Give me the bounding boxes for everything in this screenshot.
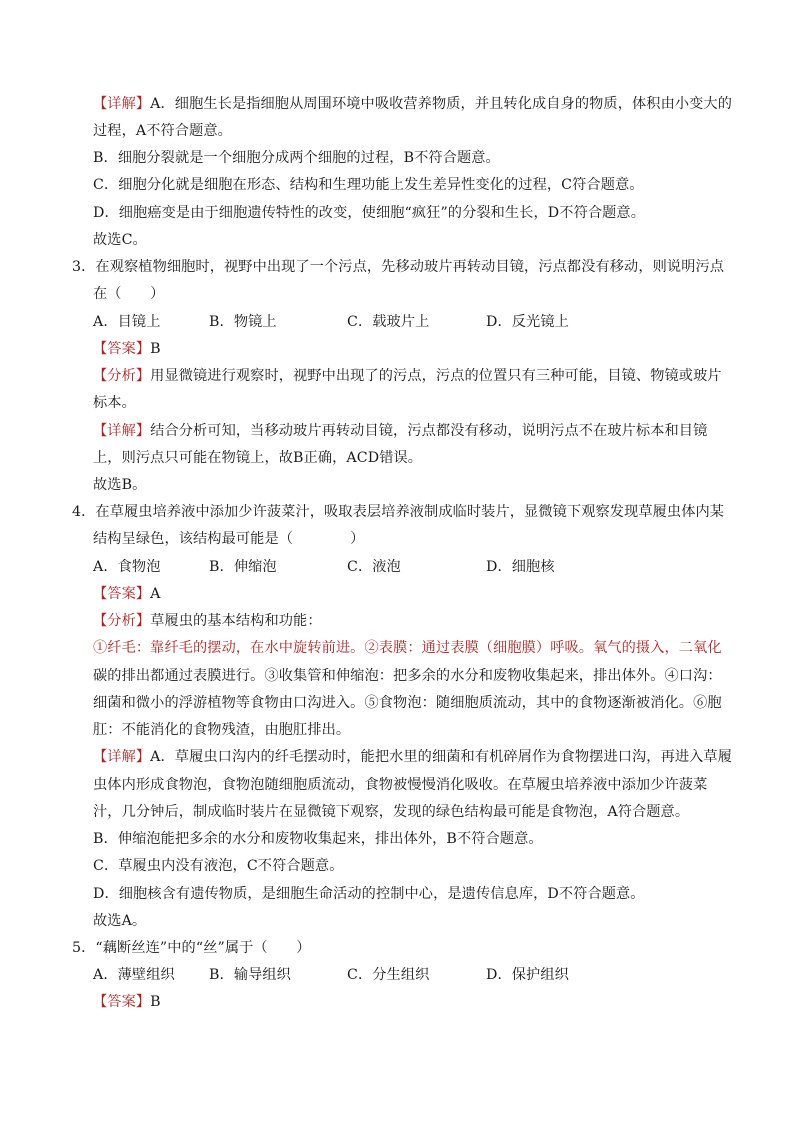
q4-analysis-line-3: 细菌和微小的浮游植物等食物由口沟进入。⑤食物泡：随细胞质流动，其中的食物逐渐被消化。⑥胞 [93,695,722,711]
q5-option-d: D．保护组织 [486,967,569,983]
q5-answer: 【答案】B [93,994,161,1010]
q2-detail-line-2: 过程，A不符合题意。 [93,123,232,139]
q4-analysis-line-2: 碳的排出都通过表膜进行。③收集管和伸缩泡：把多余的水分和废物收集起来，排出体外。④口沟： [93,668,722,684]
q4-analysis-red-line: ①纤毛：靠纤毛的摆动，在水中旋转前进。②表膜：通过表膜（细胞膜）呼吸。氧气的摄入，二氧化 [93,640,722,656]
q2-detail-line-5: D．细胞癌变是由于细胞遗传特性的改变，使细胞“疯狂”的分裂和生长，D不符合题意。 [93,205,646,221]
q3-stem-line-2: 在（ ） [93,286,165,302]
q4-detail-line-5: C．草履虫内没有液泡，C不符合题意。 [93,858,344,874]
q4-answer: 【答案】A [93,586,161,602]
q3-option-d: D．反光镜上 [486,314,569,330]
q4-option-b: B．伸缩泡 [209,559,277,575]
q4-option-d: D．细胞核 [486,559,555,575]
q5-option-c: C．分生组织 [347,967,430,983]
q3-analysis-line-2: 标本。 [93,395,136,411]
q3-option-c: C．载玻片上 [347,314,430,330]
q4-stem-line-2: 结构呈绿色，该结构最可能是（ ） [93,531,365,547]
q4-conclusion: 故选A。 [93,913,147,929]
q3-analysis-line-1: 【分析】用显微镜进行观察时，视野中出现了的污点，污点的位置只有三种可能，目镜、物镜或玻片 [93,368,722,384]
q5-option-b: B．输导组织 [209,967,291,983]
q3-detail-line-1: 【详解】结合分析可知，当移动玻片再转动目镜，污点都没有移动，说明污点不在玻片标本和目镜 [93,423,708,439]
detail-tag: 【详解】 [93,96,151,112]
q5-stem: 5．“藕断丝连”中的“丝”属于（ ） [72,940,311,956]
q4-analysis-line-4: 肛：不能消化的食物残渣，由胞肛排出。 [93,722,351,738]
q2-detail-line-4: C．细胞分化就是细胞在形态、结构和生理功能上发生差异性变化的过程，C符合题意。 [93,177,644,193]
q4-analysis-title: 【分析】草履虫的基本结构和功能： [93,613,322,629]
q3-detail-line-2: 上，则污点只可能在物镜上，故B正确，ACD错误。 [93,450,423,466]
q2-detail-line-3: B．细胞分裂就是一个细胞分成两个细胞的过程，B不符合题意。 [93,150,500,166]
q2-conclusion: 故选C。 [93,232,147,248]
q3-stem-line-1: 3．在观察植物细胞时，视野中出现了一个污点，先移动玻片再转动目镜，污点都没有移动，则说明污点 [72,259,725,275]
q3-answer: 【答案】B [93,341,161,357]
q4-stem-line-1: 4．在草履虫培养液中添加少许菠菜汁，吸取表层培养液制成临时装片，显微镜下观察发现草履虫体内某 [72,504,725,520]
q3-option-a: A．目镜上 [93,314,161,330]
q4-detail-line-6: D．细胞核含有遗传物质，是细胞生命活动的控制中心，是遗传信息库，D不符合题意。 [93,886,645,902]
q4-detail-line-1: 【详解】A．草履虫口沟内的纤毛摆动时，能把水里的细菌和有机碎屑作为食物摆进口沟，再进入草履 [93,749,733,765]
q4-detail-line-3: 汁，几分钟后，制成临时装片在显微镜下观察，发现的绿色结构最可能是食物泡，A符合题意。 [93,804,690,820]
q5-option-a: A．薄壁组织 [93,967,175,983]
q4-detail-line-2: 虫体内形成食物泡，食物泡随细胞质流动，食物被慢慢消化吸收。在草履虫培养液中添加少许菠菜 [93,777,708,793]
q4-detail-line-4: B．伸缩泡能把多余的水分和废物收集起来，排出体外，B不符合题意。 [93,831,543,847]
q3-option-b: B．物镜上 [209,314,277,330]
q2-detail-line-1: 【详解】A．细胞生长是指细胞从周围环境中吸收营养物质，并且转化成自身的物质，体积由小变大的 [93,96,733,112]
q4-option-a: A．食物泡 [93,559,161,575]
q4-option-c: C．液泡 [347,559,401,575]
q3-conclusion: 故选B。 [93,477,147,493]
